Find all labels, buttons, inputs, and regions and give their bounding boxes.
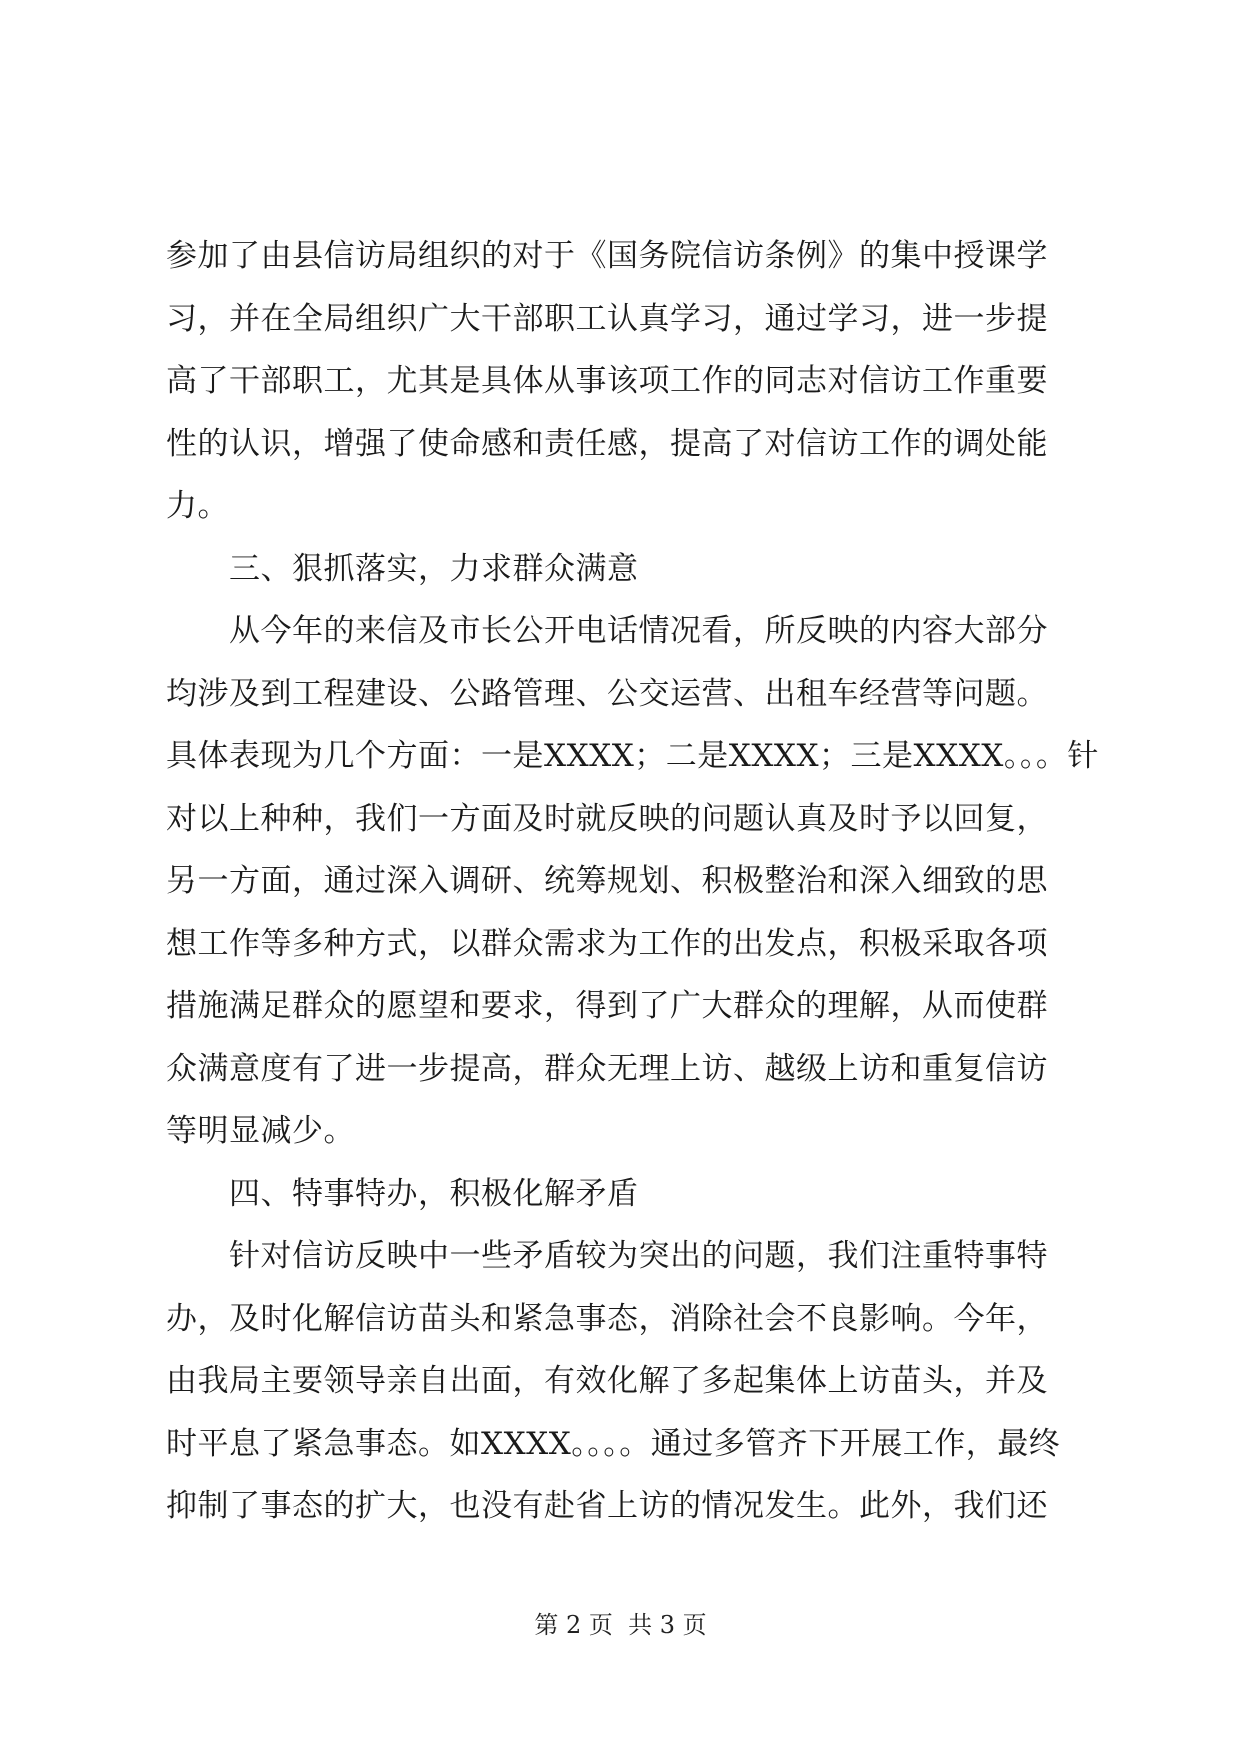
text-line: 针对信访反映中一些矛盾较为突出的问题，我们注重特事特 xyxy=(166,1238,1048,1274)
text-line: 另一方面，通过深入调研、统筹规划、积极整治和深入细致的思 xyxy=(166,863,1048,899)
page-footer xyxy=(0,1610,1241,1640)
text-line: 等明显减少。 xyxy=(166,1113,355,1149)
text-line: 办，及时化解信访苗头和紧急事态，消除社会不良影响。今年， xyxy=(166,1300,1048,1337)
text-line: 均涉及到工程建设、公路管理、公交运营、出租车经营等问题。 xyxy=(166,675,1048,712)
text-line: 众满意度有了进一步提高，群众无理上访、越级上访和重复信访 xyxy=(166,1050,1048,1087)
text-line: 由我局主要领导亲自出面，有效化解了多起集体上访苗头，并及 xyxy=(166,1363,1048,1399)
document-body xyxy=(166,225,1099,1538)
text-line: 性的认识，增强了使命感和责任感，提高了对信访工作的调处能 xyxy=(166,425,1048,462)
text-line: 从今年的来信及市长公开电话情况看，所反映的内容大部分 xyxy=(166,613,1048,649)
text-line: 高了干部职工，尤其是具体从事该项工作的同志对信访工作重要 xyxy=(166,363,1048,399)
page-number-label: 第 2 页 共 3 页 xyxy=(534,1611,707,1639)
text-line: 对以上种种，我们一方面及时就反映的问题认真及时予以回复， xyxy=(166,800,1048,837)
section-heading-4: 四、特事特办，积极化解矛盾 xyxy=(166,1175,639,1212)
text-line: 具体表现为几个方面：一是XXXX；二是XXXX；三是XXXX。。。针 xyxy=(166,738,1099,774)
text-line: 力。 xyxy=(166,488,229,524)
text-line: 时平息了紧急事态。如XXXX。。。。通过多管齐下开展工作，最终 xyxy=(166,1425,1061,1462)
text-line: 想工作等多种方式，以群众需求为工作的出发点，积极采取各项 xyxy=(166,925,1048,962)
section-heading-3: 三、狠抓落实，力求群众满意 xyxy=(166,550,639,587)
text-line: 参加了由县信访局组织的对于《国务院信访条例》的集中授课学 xyxy=(166,238,1048,274)
text-line: 抑制了事态的扩大，也没有赴省上访的情况发生。此外，我们还 xyxy=(166,1488,1048,1524)
text-line: 措施满足群众的愿望和要求，得到了广大群众的理解，从而使群 xyxy=(166,988,1048,1024)
text-line: 习，并在全局组织广大干部职工认真学习，通过学习，进一步提 xyxy=(166,300,1048,337)
